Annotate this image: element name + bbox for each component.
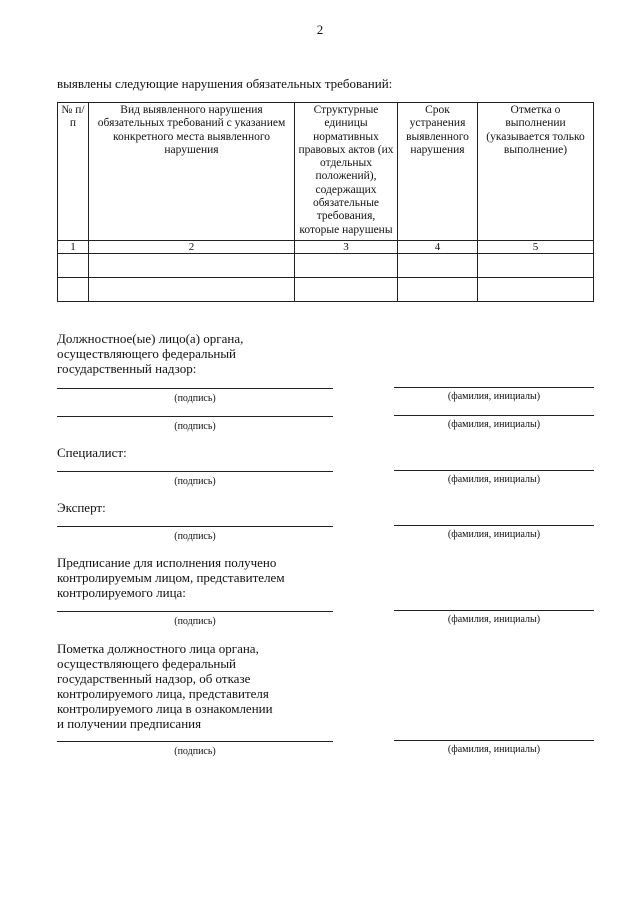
name-caption: (фамилия, инициалы) (447, 744, 541, 755)
name-line (394, 470, 594, 471)
table-cell (478, 254, 594, 278)
name-caption: (фамилия, инициалы) (447, 391, 541, 402)
signature-caption: (подпись) (174, 393, 216, 404)
signature-line (57, 611, 333, 612)
specialist-label: Специалист: (57, 445, 127, 460)
table-header-row (58, 103, 594, 241)
column-number: 3 (295, 241, 398, 254)
column-number: 2 (89, 241, 295, 254)
signature-caption: (подпись) (174, 531, 216, 542)
table-cell (398, 278, 478, 302)
signature-caption: (подпись) (174, 616, 216, 627)
violations-table (57, 102, 594, 302)
page-number: 2 (316, 22, 324, 37)
header-deadline: Срок устранения выявленного нарушения (398, 103, 478, 241)
name-line (394, 387, 594, 388)
name-line (394, 740, 594, 741)
signature-caption: (подпись) (174, 476, 216, 487)
intro-text: выявлены следующие нарушения обязательных требований: (57, 76, 393, 91)
column-number: 1 (58, 241, 89, 254)
signature-line (57, 471, 333, 472)
column-number-row (58, 241, 594, 254)
column-number: 4 (398, 241, 478, 254)
signature-caption: (подпись) (174, 746, 216, 757)
signature-line (57, 388, 333, 389)
officials-label: Должностное(ые) лицо(а) органа, осуществляющего федеральный государственный надзор: (57, 331, 244, 376)
table-row (58, 254, 594, 278)
received-label: Предписание для исполнения получено контролируемым лицом, представителем контролируемого лица: (57, 555, 285, 600)
header-violation-type: Вид выявленного нарушения обязательных требований с указанием конкретного места выявленного нарушения (89, 103, 295, 241)
table-cell (478, 278, 594, 302)
table-cell (295, 278, 398, 302)
name-caption: (фамилия, инициалы) (447, 529, 541, 540)
refusal-label: Пометка должностного лица органа, осуществляющего федеральный государственный надзор, об отказе контролируемого лица, представителя контролируемого лица в ознакомлении и получении предписания (57, 641, 273, 731)
expert-label: Эксперт: (57, 500, 106, 515)
signature-line (57, 526, 333, 527)
table-cell (58, 278, 89, 302)
header-completion-mark: Отметка о выполнении (указывается только выполнение) (478, 103, 594, 241)
header-legal-acts: Структурные единицы нормативных правовых актов (их отдельных положений), содержащих обязательные требования, которые нарушены (295, 103, 398, 241)
table-row (58, 278, 594, 302)
table-cell (295, 254, 398, 278)
table-cell (89, 278, 295, 302)
name-line (394, 525, 594, 526)
header-number: № п/п (58, 103, 89, 241)
name-line (394, 610, 594, 611)
signature-line (57, 416, 333, 417)
name-line (394, 415, 594, 416)
table-cell (398, 254, 478, 278)
table-cell (89, 254, 295, 278)
name-caption: (фамилия, инициалы) (447, 419, 541, 430)
column-number: 5 (478, 241, 594, 254)
table-cell (58, 254, 89, 278)
signature-line (57, 741, 333, 742)
signature-caption: (подпись) (174, 421, 216, 432)
name-caption: (фамилия, инициалы) (447, 474, 541, 485)
name-caption: (фамилия, инициалы) (447, 614, 541, 625)
